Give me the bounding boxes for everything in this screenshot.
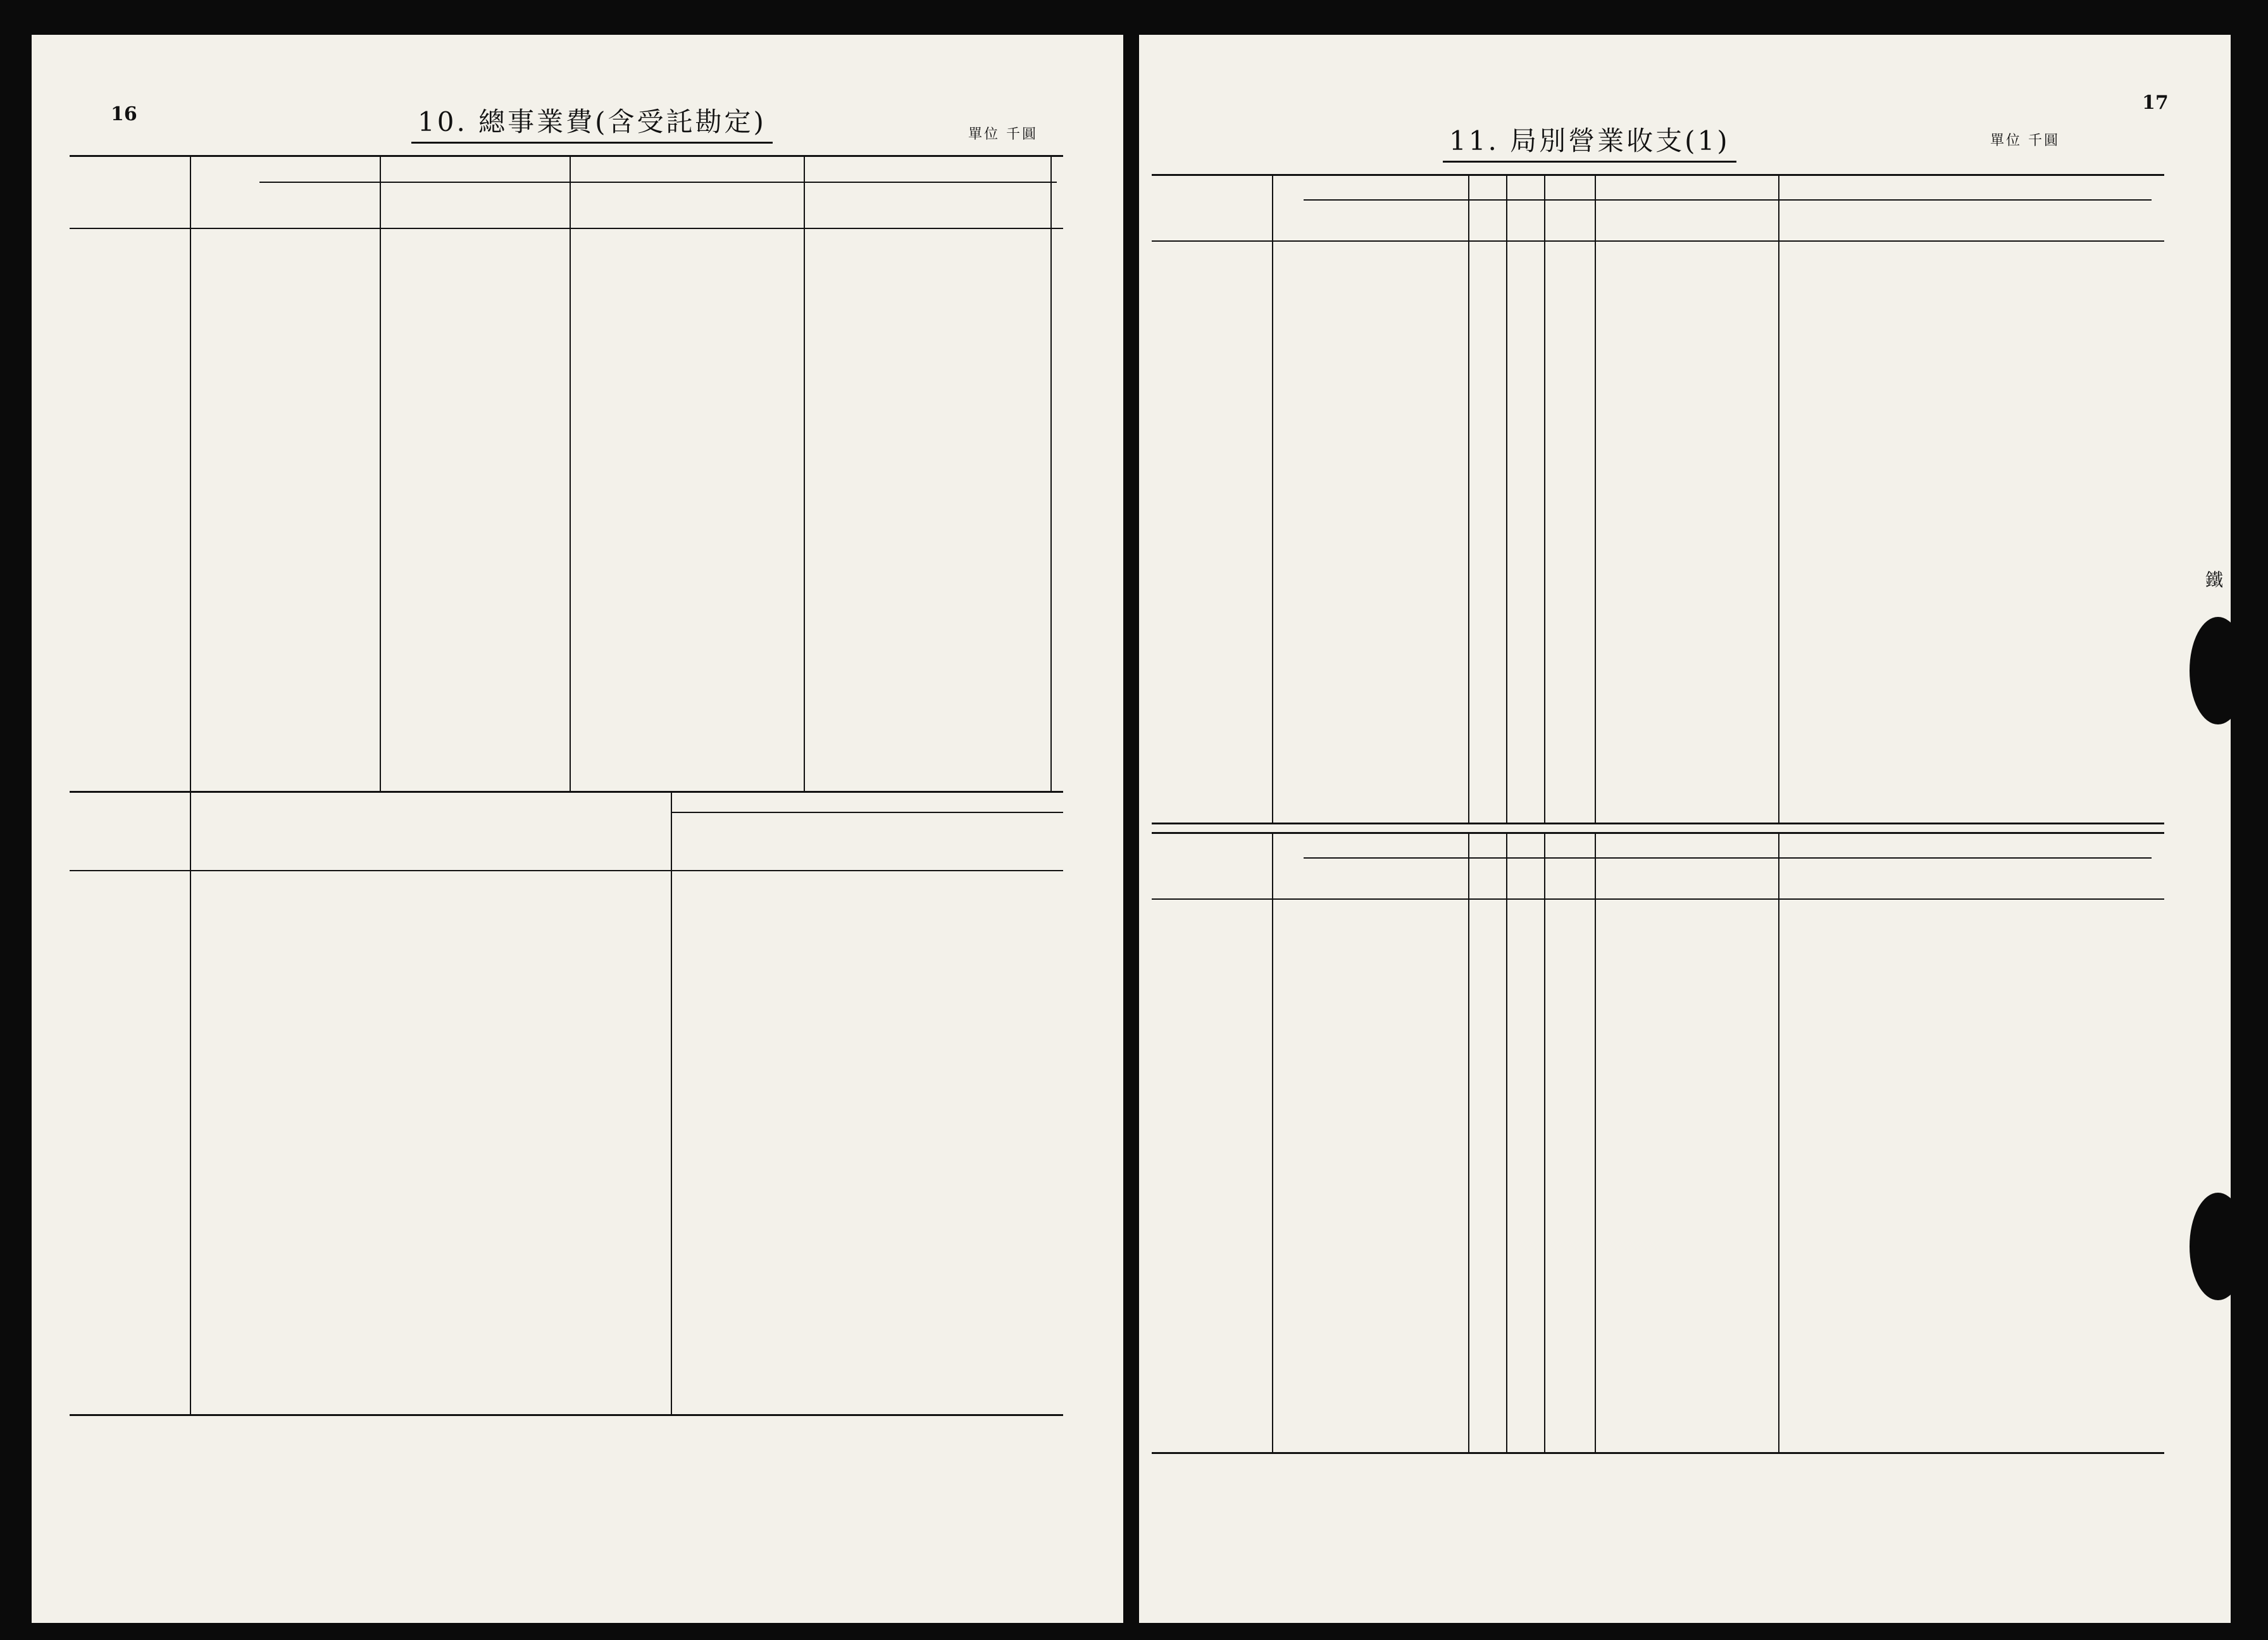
table-rule [1050, 155, 1052, 791]
left-page [32, 35, 1123, 1623]
left-unit-label: 單位 千圓 [968, 127, 1038, 142]
table-rule [70, 870, 1063, 871]
table-rule [1152, 1452, 2164, 1454]
table-rule [70, 155, 1063, 157]
table-rule [1152, 898, 2164, 900]
table-rule [1272, 174, 1273, 823]
table-rule [70, 1414, 1063, 1416]
table-rule [190, 791, 191, 1414]
table-rule [1468, 174, 1469, 823]
right-page-number: 17 [2142, 92, 2169, 114]
table-rule [1506, 832, 1507, 1452]
table-rule [1152, 174, 2164, 176]
binding-notch [2190, 617, 2231, 724]
table-rule [380, 155, 381, 791]
table-rule [1468, 832, 1469, 1452]
table-rule [804, 155, 805, 791]
table-rule [1506, 174, 1507, 823]
table-rule [804, 182, 1057, 183]
table-rule [70, 228, 1063, 229]
table-rule [1304, 857, 2152, 859]
table-rule [1778, 174, 1779, 823]
table-rule [1304, 199, 2152, 201]
table-rule [671, 812, 1063, 813]
left-page-number: 16 [111, 103, 137, 125]
table-rule [1544, 174, 1545, 823]
right-unit-label: 單位 千圓 [1990, 133, 2060, 149]
right-page [1139, 35, 2231, 1623]
left-table-title: 10. 總事業費(含受託勘定) [411, 101, 773, 144]
table-rule [1544, 832, 1545, 1452]
table-rule [570, 155, 571, 791]
binding-notch [2190, 1193, 2231, 1300]
table-rule [1595, 174, 1596, 823]
table-rule [190, 155, 191, 791]
table-rule [1272, 832, 1273, 1452]
right-table-title: 11. 局別營業收支(1) [1443, 120, 1736, 163]
table-rule [1152, 823, 2164, 824]
table-rule [671, 791, 672, 1414]
table-rule [1778, 832, 1779, 1452]
table-rule [70, 791, 1063, 793]
margin-character: 鐵 [2205, 569, 2224, 590]
table-rule [1595, 832, 1596, 1452]
table-rule [1152, 832, 2164, 834]
table-rule [570, 182, 804, 183]
table-rule [1152, 240, 2164, 242]
